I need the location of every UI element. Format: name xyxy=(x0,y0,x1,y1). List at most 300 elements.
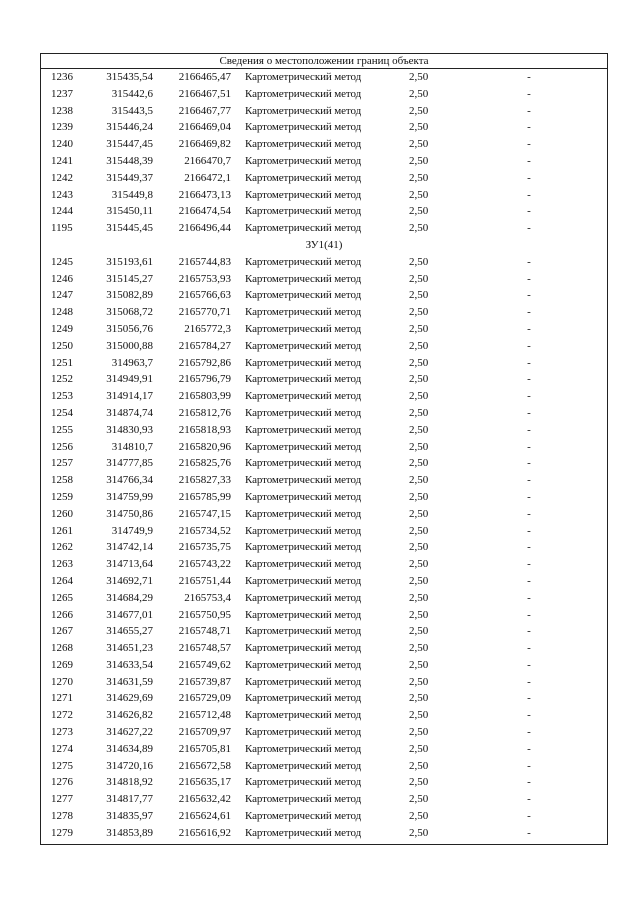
accuracy-cell: 2,50 xyxy=(409,474,429,487)
table-row xyxy=(41,556,607,573)
coordinate-y: 2165751,44 xyxy=(178,574,231,587)
accuracy-cell: 2,50 xyxy=(409,205,429,218)
method-cell: Картометрический метод xyxy=(245,406,362,419)
coordinate-x: 314651,23 xyxy=(106,642,153,655)
coordinate-y: 2165753,4 xyxy=(184,591,231,604)
point-number: 1239 xyxy=(51,121,73,134)
coordinate-y: 2165739,87 xyxy=(178,675,231,688)
method-cell: Картометрический метод xyxy=(245,826,362,839)
dash-cell: - xyxy=(527,406,531,419)
accuracy-cell: 2,50 xyxy=(409,625,429,638)
point-number: 1252 xyxy=(51,373,73,386)
point-number: 1255 xyxy=(51,423,73,436)
table-row xyxy=(41,674,607,691)
accuracy-cell: 2,50 xyxy=(409,826,429,839)
coordinate-y: 2165812,76 xyxy=(178,406,231,419)
dash-cell: - xyxy=(527,289,531,302)
table-row xyxy=(41,657,607,674)
table-row xyxy=(41,506,607,523)
dash-cell: - xyxy=(527,188,531,201)
point-number: 1257 xyxy=(51,457,73,470)
dash-cell: - xyxy=(527,322,531,335)
table-header: Сведения о местоположении границ объекта xyxy=(41,54,607,69)
coordinate-y: 2165729,09 xyxy=(178,692,231,705)
dash-cell: - xyxy=(527,356,531,369)
dash-cell: - xyxy=(527,222,531,235)
coordinate-x: 315056,76 xyxy=(106,322,153,335)
accuracy-cell: 2,50 xyxy=(409,440,429,453)
coordinate-y: 2165672,58 xyxy=(178,759,231,772)
method-cell: Картометрический метод xyxy=(245,339,362,352)
table-row xyxy=(41,590,607,607)
coordinate-x: 315443,5 xyxy=(111,104,153,117)
dash-cell: - xyxy=(527,87,531,100)
dash-cell: - xyxy=(527,121,531,134)
accuracy-cell: 2,50 xyxy=(409,642,429,655)
point-number: 1240 xyxy=(51,138,73,151)
method-cell: Картометрический метод xyxy=(245,591,362,604)
point-number: 1265 xyxy=(51,591,73,604)
coordinate-y: 2165784,27 xyxy=(178,339,231,352)
table-row xyxy=(41,523,607,540)
coordinate-y: 2165632,42 xyxy=(178,793,231,806)
accuracy-cell: 2,50 xyxy=(409,541,429,554)
coordinate-y: 2165616,92 xyxy=(178,826,231,839)
dash-cell: - xyxy=(527,675,531,688)
table-row xyxy=(41,304,607,321)
coordinate-y: 2165753,93 xyxy=(178,272,231,285)
accuracy-cell: 2,50 xyxy=(409,692,429,705)
method-cell: Картометрический метод xyxy=(245,440,362,453)
coordinate-y: 2166472,1 xyxy=(184,171,231,184)
coordinate-y: 2166496,44 xyxy=(178,222,231,235)
table-row xyxy=(41,623,607,640)
method-cell: Картометрический метод xyxy=(245,423,362,436)
dash-cell: - xyxy=(527,709,531,722)
dash-cell: - xyxy=(527,205,531,218)
table-row xyxy=(41,388,607,405)
point-number: 1236 xyxy=(51,71,73,83)
accuracy-cell: 2,50 xyxy=(409,742,429,755)
accuracy-cell: 2,50 xyxy=(409,121,429,134)
dash-cell: - xyxy=(527,440,531,453)
table-row xyxy=(41,338,607,355)
coordinate-x: 315447,45 xyxy=(106,138,153,151)
point-number: 1278 xyxy=(51,810,73,823)
accuracy-cell: 2,50 xyxy=(409,171,429,184)
dash-cell: - xyxy=(527,507,531,520)
accuracy-cell: 2,50 xyxy=(409,272,429,285)
table-row xyxy=(41,287,607,304)
coordinate-x: 314817,77 xyxy=(106,793,153,806)
table-body xyxy=(41,69,607,842)
coordinate-x: 315193,61 xyxy=(106,255,153,268)
coordinate-x: 314684,29 xyxy=(106,591,153,604)
coordinate-x: 314655,27 xyxy=(106,625,153,638)
coordinate-x: 314830,93 xyxy=(106,423,153,436)
accuracy-cell: 2,50 xyxy=(409,222,429,235)
point-number: 1247 xyxy=(51,289,73,302)
coordinate-y: 2166469,04 xyxy=(178,121,231,134)
point-number: 1248 xyxy=(51,306,73,319)
coordinate-y: 2166465,47 xyxy=(178,71,231,83)
method-cell: Картометрический метод xyxy=(245,726,362,739)
accuracy-cell: 2,50 xyxy=(409,322,429,335)
accuracy-cell: 2,50 xyxy=(409,87,429,100)
coordinate-x: 315000,88 xyxy=(106,339,153,352)
coordinate-x: 315082,89 xyxy=(106,289,153,302)
accuracy-cell: 2,50 xyxy=(409,574,429,587)
accuracy-cell: 2,50 xyxy=(409,507,429,520)
point-number: 1250 xyxy=(51,339,73,352)
point-number: 1272 xyxy=(51,709,73,722)
dash-cell: - xyxy=(527,339,531,352)
coordinate-x: 315445,45 xyxy=(106,222,153,235)
dash-cell: - xyxy=(527,810,531,823)
coordinate-x: 314626,82 xyxy=(106,709,153,722)
accuracy-cell: 2,50 xyxy=(409,759,429,772)
accuracy-cell: 2,50 xyxy=(409,306,429,319)
method-cell: Картометрический метод xyxy=(245,490,362,503)
dash-cell: - xyxy=(527,742,531,755)
coordinate-x: 314631,59 xyxy=(106,675,153,688)
dash-cell: - xyxy=(527,474,531,487)
point-number: 1274 xyxy=(51,742,73,755)
coordinate-y: 2166469,82 xyxy=(178,138,231,151)
accuracy-cell: 2,50 xyxy=(409,406,429,419)
point-number: 1241 xyxy=(51,154,73,167)
method-cell: Картометрический метод xyxy=(245,272,362,285)
coordinate-x: 314692,71 xyxy=(106,574,153,587)
point-number: 1238 xyxy=(51,104,73,117)
dash-cell: - xyxy=(527,457,531,470)
coordinate-x: 314627,22 xyxy=(106,726,153,739)
coordinate-x: 314810,7 xyxy=(111,440,153,453)
coordinate-y: 2165705,81 xyxy=(178,742,231,755)
table-row xyxy=(41,724,607,741)
point-number: 1275 xyxy=(51,759,73,772)
coordinate-y: 2165820,96 xyxy=(178,440,231,453)
table-row xyxy=(41,86,607,103)
accuracy-cell: 2,50 xyxy=(409,591,429,604)
coordinate-y: 2165825,76 xyxy=(178,457,231,470)
coordinate-x: 315068,72 xyxy=(106,306,153,319)
point-number: 1273 xyxy=(51,726,73,739)
point-number: 1256 xyxy=(51,440,73,453)
coordinate-y: 2165735,75 xyxy=(178,541,231,554)
point-number: 1262 xyxy=(51,541,73,554)
accuracy-cell: 2,50 xyxy=(409,726,429,739)
dash-cell: - xyxy=(527,306,531,319)
accuracy-cell: 2,50 xyxy=(409,675,429,688)
method-cell: Картометрический метод xyxy=(245,759,362,772)
coordinate-x: 314713,64 xyxy=(106,558,153,571)
point-number: 1195 xyxy=(51,222,73,235)
point-number: 1246 xyxy=(51,272,73,285)
dash-cell: - xyxy=(527,826,531,839)
coordinate-y: 2165709,97 xyxy=(178,726,231,739)
table-row xyxy=(41,707,607,724)
coordinate-y: 2165818,93 xyxy=(178,423,231,436)
point-number: 1249 xyxy=(51,322,73,335)
coordinate-x: 315145,27 xyxy=(106,272,153,285)
coordinate-y: 2165712,48 xyxy=(178,709,231,722)
point-number: 1243 xyxy=(51,188,73,201)
accuracy-cell: 2,50 xyxy=(409,776,429,789)
coordinate-y: 2165785,99 xyxy=(178,490,231,503)
coordinate-x: 314634,89 xyxy=(106,742,153,755)
accuracy-cell: 2,50 xyxy=(409,390,429,403)
coordinate-x: 314677,01 xyxy=(106,608,153,621)
method-cell: Картометрический метод xyxy=(245,776,362,789)
accuracy-cell: 2,50 xyxy=(409,289,429,302)
table-row xyxy=(41,758,607,775)
dash-cell: - xyxy=(527,373,531,386)
method-cell: Картометрический метод xyxy=(245,373,362,386)
accuracy-cell: 2,50 xyxy=(409,255,429,268)
coordinate-y: 2165744,83 xyxy=(178,255,231,268)
method-cell: Картометрический метод xyxy=(245,558,362,571)
point-number: 1245 xyxy=(51,255,73,268)
accuracy-cell: 2,50 xyxy=(409,71,429,83)
coordinate-y: 2165766,63 xyxy=(178,289,231,302)
table-row xyxy=(41,136,607,153)
method-cell: Картометрический метод xyxy=(245,188,362,201)
method-cell: Картометрический метод xyxy=(245,154,362,167)
coordinate-y: 2165827,33 xyxy=(178,474,231,487)
coordinate-x: 314949,91 xyxy=(106,373,153,386)
table-row xyxy=(41,321,607,338)
dash-cell: - xyxy=(527,255,531,268)
dash-cell: - xyxy=(527,558,531,571)
table-row xyxy=(41,825,607,842)
table-row xyxy=(41,472,607,489)
coordinate-x: 315449,37 xyxy=(106,171,153,184)
dash-cell: - xyxy=(527,726,531,739)
dash-cell: - xyxy=(527,138,531,151)
method-cell: Картометрический метод xyxy=(245,255,362,268)
table-row xyxy=(41,405,607,422)
coordinate-x: 314759,99 xyxy=(106,490,153,503)
point-number: 1279 xyxy=(51,826,73,839)
coordinate-x: 314742,14 xyxy=(106,541,153,554)
method-cell: Картометрический метод xyxy=(245,692,362,705)
accuracy-cell: 2,50 xyxy=(409,373,429,386)
coordinate-y: 2165624,61 xyxy=(178,810,231,823)
method-cell: Картометрический метод xyxy=(245,356,362,369)
coordinate-y: 2166474,54 xyxy=(178,205,231,218)
point-number: 1269 xyxy=(51,658,73,671)
dash-cell: - xyxy=(527,171,531,184)
coordinate-x: 314777,85 xyxy=(106,457,153,470)
dash-cell: - xyxy=(527,776,531,789)
coordinates-table xyxy=(40,53,608,845)
table-row xyxy=(41,607,607,624)
point-number: 1254 xyxy=(51,406,73,419)
method-cell: Картометрический метод xyxy=(245,709,362,722)
accuracy-cell: 2,50 xyxy=(409,608,429,621)
table-row xyxy=(41,69,607,86)
method-cell: Картометрический метод xyxy=(245,222,362,235)
accuracy-cell: 2,50 xyxy=(409,188,429,201)
accuracy-cell: 2,50 xyxy=(409,709,429,722)
accuracy-cell: 2,50 xyxy=(409,524,429,537)
method-cell: Картометрический метод xyxy=(245,608,362,621)
method-cell: Картометрический метод xyxy=(245,810,362,823)
point-number: 1237 xyxy=(51,87,73,100)
section-title: ЗУ1(41) xyxy=(305,238,343,251)
method-cell: Картометрический метод xyxy=(245,793,362,806)
point-number: 1263 xyxy=(51,558,73,571)
coordinate-x: 315449,8 xyxy=(111,188,153,201)
dash-cell: - xyxy=(527,272,531,285)
accuracy-cell: 2,50 xyxy=(409,658,429,671)
coordinate-x: 314720,16 xyxy=(106,759,153,772)
method-cell: Картометрический метод xyxy=(245,675,362,688)
coordinate-x: 314853,89 xyxy=(106,826,153,839)
table-row xyxy=(41,153,607,170)
coordinate-x: 314766,34 xyxy=(106,474,153,487)
coordinate-y: 2165743,22 xyxy=(178,558,231,571)
coordinate-y: 2165749,62 xyxy=(178,658,231,671)
coordinate-y: 2165770,71 xyxy=(178,306,231,319)
coordinate-x: 314835,97 xyxy=(106,810,153,823)
point-number: 1268 xyxy=(51,642,73,655)
coordinate-y: 2165772,3 xyxy=(184,322,231,335)
point-number: 1271 xyxy=(51,692,73,705)
point-number: 1266 xyxy=(51,608,73,621)
method-cell: Картометрический метод xyxy=(245,322,362,335)
method-cell: Картометрический метод xyxy=(245,524,362,537)
table-row xyxy=(41,539,607,556)
coordinate-x: 314874,74 xyxy=(106,406,153,419)
table-row xyxy=(41,455,607,472)
dash-cell: - xyxy=(527,490,531,503)
table-row xyxy=(41,371,607,388)
accuracy-cell: 2,50 xyxy=(409,810,429,823)
method-cell: Картометрический метод xyxy=(245,104,362,117)
dash-cell: - xyxy=(527,71,531,83)
point-number: 1258 xyxy=(51,474,73,487)
table-row xyxy=(41,203,607,220)
method-cell: Картометрический метод xyxy=(245,642,362,655)
method-cell: Картометрический метод xyxy=(245,574,362,587)
table-row xyxy=(41,808,607,825)
accuracy-cell: 2,50 xyxy=(409,793,429,806)
point-number: 1242 xyxy=(51,171,73,184)
method-cell: Картометрический метод xyxy=(245,87,362,100)
method-cell: Картометрический метод xyxy=(245,625,362,638)
table-row xyxy=(41,271,607,288)
table-row xyxy=(41,489,607,506)
point-number: 1264 xyxy=(51,574,73,587)
coordinate-x: 314818,92 xyxy=(106,776,153,789)
table-row xyxy=(41,741,607,758)
method-cell: Картометрический метод xyxy=(245,390,362,403)
dash-cell: - xyxy=(527,759,531,772)
table-row xyxy=(41,439,607,456)
point-number: 1259 xyxy=(51,490,73,503)
dash-cell: - xyxy=(527,642,531,655)
method-cell: Картометрический метод xyxy=(245,205,362,218)
dash-cell: - xyxy=(527,793,531,806)
table-row xyxy=(41,791,607,808)
dash-cell: - xyxy=(527,574,531,587)
accuracy-cell: 2,50 xyxy=(409,104,429,117)
dash-cell: - xyxy=(527,608,531,621)
method-cell: Картометрический метод xyxy=(245,457,362,470)
coordinate-x: 315450,11 xyxy=(106,205,153,218)
coordinate-y: 2165635,17 xyxy=(178,776,231,789)
coordinate-x: 314963,7 xyxy=(111,356,153,369)
accuracy-cell: 2,50 xyxy=(409,558,429,571)
coordinate-y: 2166467,77 xyxy=(178,104,231,117)
method-cell: Картометрический метод xyxy=(245,474,362,487)
dash-cell: - xyxy=(527,423,531,436)
point-number: 1260 xyxy=(51,507,73,520)
accuracy-cell: 2,50 xyxy=(409,339,429,352)
point-number: 1244 xyxy=(51,205,73,218)
coordinate-x: 314629,69 xyxy=(106,692,153,705)
method-cell: Картометрический метод xyxy=(245,121,362,134)
point-number: 1270 xyxy=(51,675,73,688)
coordinate-x: 314914,17 xyxy=(106,390,153,403)
table-row xyxy=(41,355,607,372)
dash-cell: - xyxy=(527,104,531,117)
coordinate-y: 2166473,13 xyxy=(178,188,231,201)
dash-cell: - xyxy=(527,692,531,705)
coordinate-x: 315446,24 xyxy=(106,121,153,134)
dash-cell: - xyxy=(527,524,531,537)
method-cell: Картометрический метод xyxy=(245,742,362,755)
dash-cell: - xyxy=(527,154,531,167)
table-row xyxy=(41,187,607,204)
table-row xyxy=(41,774,607,791)
method-cell: Картометрический метод xyxy=(245,541,362,554)
coordinate-y: 2166470,7 xyxy=(184,154,231,167)
coordinate-y: 2166467,51 xyxy=(178,87,231,100)
accuracy-cell: 2,50 xyxy=(409,423,429,436)
dash-cell: - xyxy=(527,390,531,403)
coordinate-y: 2165748,71 xyxy=(178,625,231,638)
coordinate-y: 2165792,86 xyxy=(178,356,231,369)
dash-cell: - xyxy=(527,591,531,604)
point-number: 1261 xyxy=(51,524,73,537)
point-number: 1253 xyxy=(51,390,73,403)
dash-cell: - xyxy=(527,625,531,638)
coordinate-x: 315448,39 xyxy=(106,154,153,167)
point-number: 1276 xyxy=(51,776,73,789)
table-row xyxy=(41,573,607,590)
table-row xyxy=(41,254,607,271)
coordinate-y: 2165803,99 xyxy=(178,390,231,403)
coordinate-y: 2165750,95 xyxy=(178,608,231,621)
coordinate-x: 314633,54 xyxy=(106,658,153,671)
accuracy-cell: 2,50 xyxy=(409,138,429,151)
coordinate-y: 2165747,15 xyxy=(178,507,231,520)
accuracy-cell: 2,50 xyxy=(409,356,429,369)
accuracy-cell: 2,50 xyxy=(409,457,429,470)
table-row xyxy=(41,170,607,187)
coordinate-x: 315442,6 xyxy=(111,87,153,100)
accuracy-cell: 2,50 xyxy=(409,490,429,503)
method-cell: Картометрический метод xyxy=(245,289,362,302)
point-number: 1251 xyxy=(51,356,73,369)
method-cell: Картометрический метод xyxy=(245,306,362,319)
method-cell: Картометрический метод xyxy=(245,71,362,83)
accuracy-cell: 2,50 xyxy=(409,154,429,167)
coordinate-x: 314749,9 xyxy=(111,524,153,537)
